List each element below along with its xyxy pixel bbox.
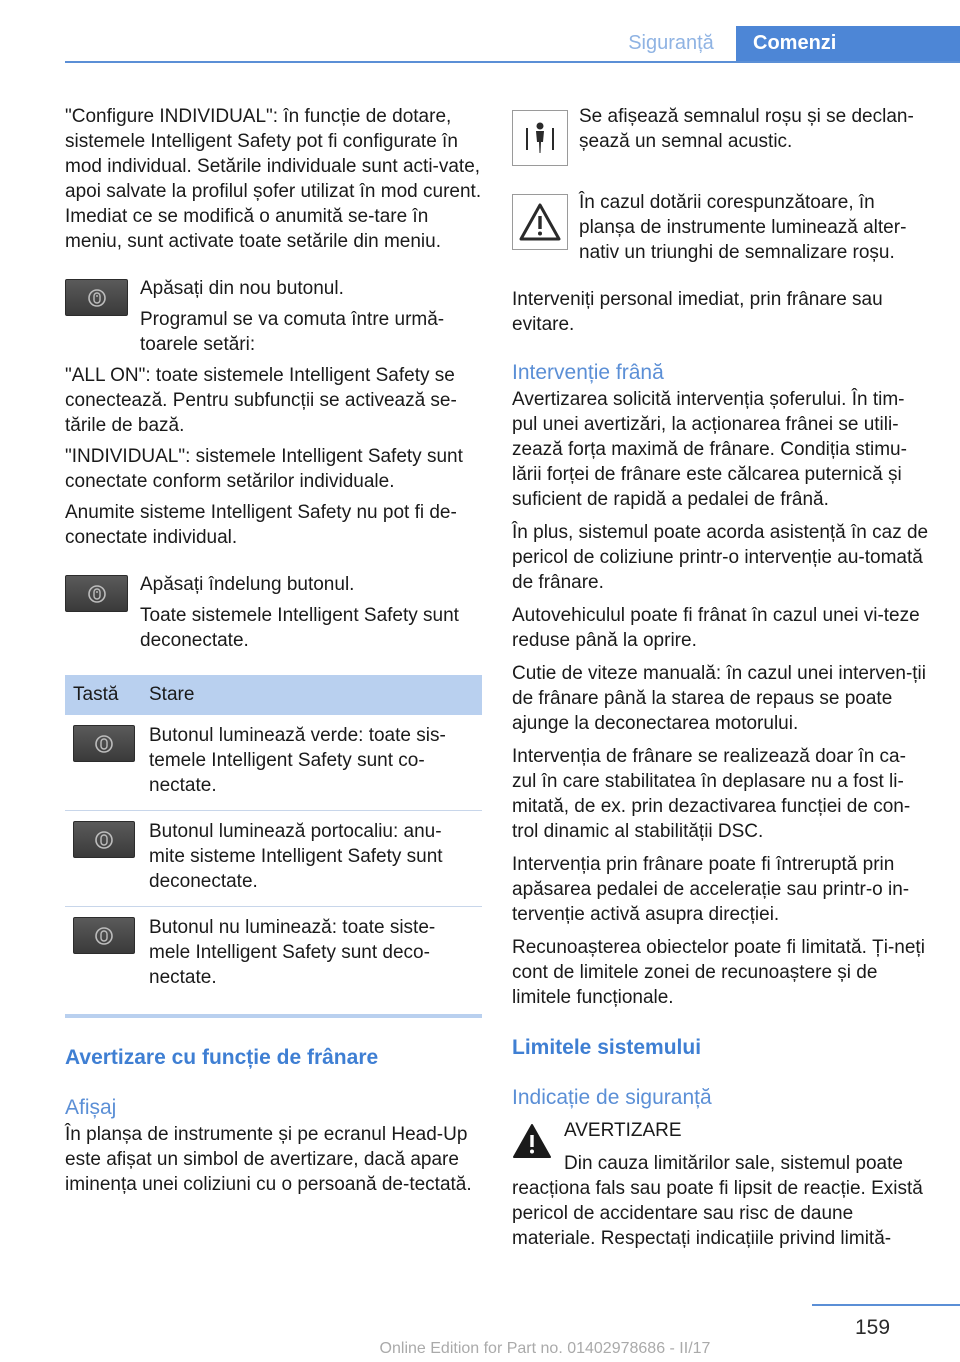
status-off-text: Butonul nu luminează: toate siste‐mele Intelligent Safety sunt deco‐nectate. xyxy=(149,917,436,988)
page-number: 159 xyxy=(855,1316,891,1339)
intervene-text: Interveniți personal imediat, prin frânare sau evitare. xyxy=(512,289,883,335)
heading-brake-intervention: Intervenție frână xyxy=(512,361,664,384)
status-orange-text: Butonul luminează portocaliu: anu‐mite sisteme Intelligent Safety sunt deconectate. xyxy=(141,811,482,907)
configure-individual-text: "Configure INDIVIDUAL": în funcție de dotare, sistemele Intelligent Safety pot fi configurate în mod individual. Setările individuale sunt acti‐vate, apoi salvate la profilul șofer utilizat în mod curent. Imediat ce se modifică o anumită se‐tare în meniu, sunt activate toate setările din meniu. xyxy=(65,106,482,252)
warning-text: Din cauza limitărilor sale, sistemul poate reacționa fals sau poate fi lipsit de reacție. Există pericol de accidentare sau risc de daune materiale. Respectați indicațiile privind limită‐ xyxy=(512,1153,923,1249)
button-green-icon xyxy=(73,725,135,762)
symbol-red-text: Se afișează semnalul roșu și se declan‐șează un semnal acustic. xyxy=(579,106,914,152)
page-number-rule xyxy=(812,1304,960,1306)
status-green-text: Butonul luminează verde: toate sis‐temele Intelligent Safety sunt co‐nectate. xyxy=(141,715,482,811)
triangle-symbol-block xyxy=(512,190,929,265)
press-long-text: Apăsați îndelung butonul. xyxy=(140,574,355,595)
press-long-block xyxy=(65,572,482,653)
all-on-text: "ALL ON": toate sistemele Intelligent Safety se conectează. Pentru subfuncții se activează se‐tările de bază. xyxy=(65,365,457,436)
warning-title: AVERTIZARE xyxy=(564,1120,682,1141)
table-header-key: Tastă xyxy=(65,675,141,715)
program-cycle-text: Programul se va comuta între urmă‐toarele setări: xyxy=(140,309,445,355)
header-chapter-tab: Comenzi xyxy=(736,26,960,62)
triangle-warning-icon xyxy=(512,194,568,250)
display-text: În planșa de instrumente și pe ecranul Head-Up este afișat un simbol de avertizare, dacă apare iminența unei coliziuni cu o persoană de‐tectată. xyxy=(65,1124,472,1195)
heading-display: Afișaj xyxy=(65,1096,117,1119)
right-column xyxy=(512,104,929,1251)
brake-text-2: În plus, sistemul poate acorda asistență în caz de pericol de coliziune printr-o intervenție au‐tomată de frânare. xyxy=(512,522,929,593)
warning-triangle-icon xyxy=(512,1123,552,1159)
table-row xyxy=(65,907,482,1003)
heading-safety-note: Indicație de siguranță xyxy=(512,1086,712,1109)
individual-text: "INDIVIDUAL": sistemele Intelligent Safety sunt conectate conform setărilor individuale. xyxy=(65,446,463,492)
section-divider xyxy=(65,1014,482,1018)
warning-block xyxy=(512,1118,929,1251)
brake-text-6: Intervenția prin frânare poate fi întreruptă prin apăsarea pedalei de accelerație sau printr-o in‐tervenție activă asupra direcției. xyxy=(512,854,910,925)
brake-text-7: Recunoașterea obiectelor poate fi limitată. Ți‐neți cont de limitele zonei de recunoaștere și de limitele funcționale. xyxy=(512,937,925,1008)
brake-text-3: Autovehiculul poate fi frânat în cazul unei vi‐teze reduse până la oprire. xyxy=(512,605,920,651)
symbol-triangle-text: În cazul dotării corespunzătoare, în planșa de instrumente luminează alter‐nativ un triunghi de semnalizare roșu. xyxy=(579,192,907,263)
header-rule xyxy=(65,61,960,63)
intelligent-safety-button-icon xyxy=(65,279,128,316)
press-again-block xyxy=(65,276,482,357)
brake-text-4: Cutie de viteze manuală: în cazul unei interven‐ții de frânare până la starea de repaus se poate ajunge la deconectarea motorului. xyxy=(512,663,927,734)
button-status-table xyxy=(65,675,482,1002)
button-off-icon xyxy=(73,917,135,954)
table-row xyxy=(65,811,482,907)
footer-edition: Online Edition for Part no. 01402978686 - II/17 xyxy=(379,1340,711,1357)
table-header-status: Stare xyxy=(141,675,482,715)
brake-text-5: Intervenția de frânare se realizează doar în ca‐zul în care stabilitatea în deplasare nu a fost li‐mitată, de ex. prin dezactivarea funcției de con‐trol dinamic al stabilității DSC. xyxy=(512,746,911,842)
all-off-text: Toate sistemele Intelligent Safety sunt deconectate. xyxy=(140,605,459,651)
header-section-title: Siguranță xyxy=(628,32,714,54)
left-column xyxy=(65,104,482,1197)
press-again-text: Apăsați din nou butonul. xyxy=(140,278,344,299)
pedestrian-symbol-block xyxy=(512,104,929,164)
brake-text-1: Avertizarea solicită intervenția șoferului. În tim‐pul unei avertizări, la acționarea frânei se utili‐zează forța maximă de frânare. Condiția stimu‐lării forței de frânare este călcarea puternică și suficient de rapidă a pedalei de frână. xyxy=(512,389,907,510)
button-orange-icon xyxy=(73,821,135,858)
pedestrian-warning-icon xyxy=(512,110,568,166)
intelligent-safety-button-icon xyxy=(65,575,128,612)
heading-system-limits: Limitele sistemului xyxy=(512,1036,702,1059)
heading-brake-warning: Avertizare cu funcție de frânare xyxy=(65,1046,379,1069)
table-row xyxy=(65,715,482,811)
warning-text-start xyxy=(512,1151,929,1251)
some-systems-text: Anumite sisteme Intelligent Safety nu pot fi de‐conectate individual. xyxy=(65,502,457,548)
